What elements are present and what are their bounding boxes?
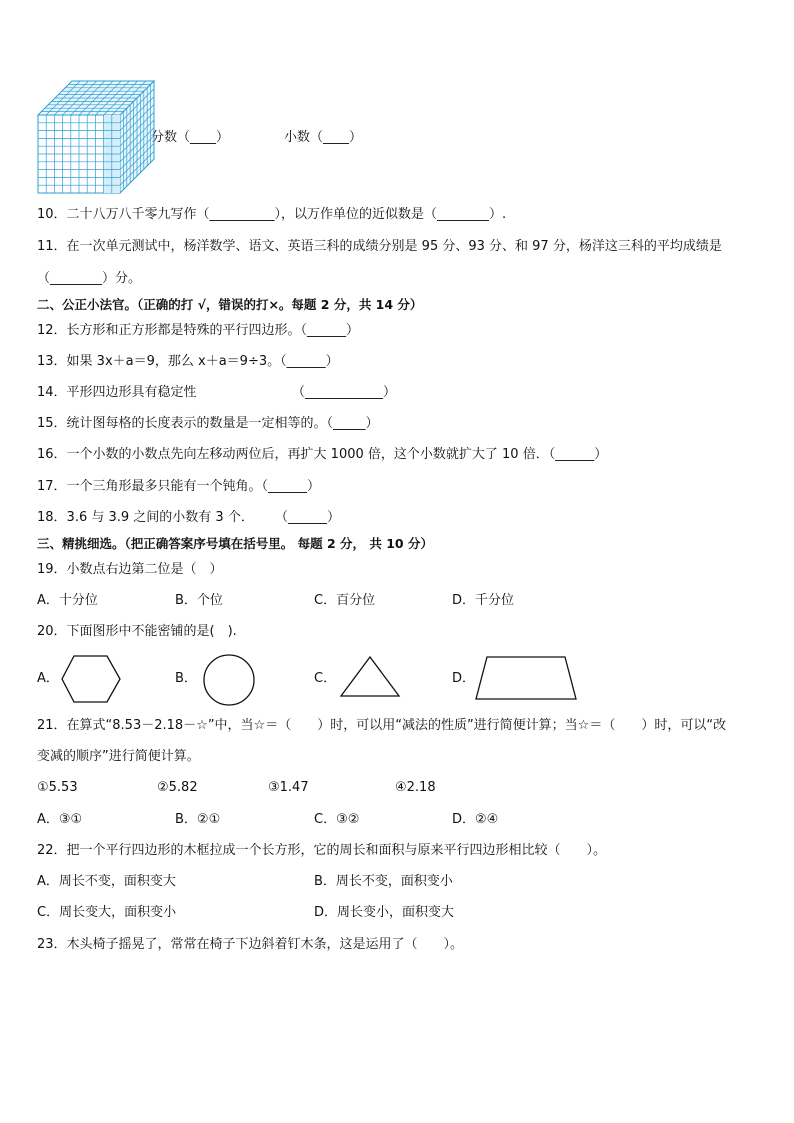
question-18-blank: （______） xyxy=(275,510,341,525)
q21-choice-1: ①5.53 xyxy=(37,780,78,795)
q21-option-d: D．②④ xyxy=(452,812,499,827)
q21-option-b: B．②① xyxy=(175,812,221,827)
cube-grid-figure xyxy=(36,79,156,197)
question-11-line2: （________）分。 xyxy=(37,271,142,286)
q19-option-d: D．千分位 xyxy=(452,593,515,608)
question-22: 22．把一个平行四边形的木框拉成一个长方形，它的周长和面积与原来平行四边形相比较（ ）。 xyxy=(37,843,607,858)
question-12: 12．长方形和正方形都是特殊的平行四边形。（______） xyxy=(37,323,360,338)
section-2-heading: 二、公正小法官。（正确的打 √，错误的打×。每题 2 分，共 14 分） xyxy=(37,297,423,312)
question-19: 19．小数点右边第二位是（ ） xyxy=(37,562,223,577)
q22-option-b: B．周长不变，面积变小 xyxy=(314,874,453,889)
q22-option-c: C．周长变大，面积变小 xyxy=(37,905,177,920)
section-3-heading: 三、精挑细选。（把正确答案序号填在括号里。 每题 2 分， 共 10 分） xyxy=(37,536,433,551)
question-20: 20．下面图形中不能密铺的是( ). xyxy=(37,624,237,639)
q21-choice-3: ③1.47 xyxy=(268,780,309,795)
question-18: 18．3.6 与 3.9 之间的小数有 3 个． xyxy=(37,510,254,525)
q20-option-c: C． xyxy=(314,671,337,686)
hexagon-shape xyxy=(60,654,122,704)
q9-fraction-label: 分数（____） xyxy=(151,130,230,145)
question-23: 23．木头椅子摇晃了，常常在椅子下边斜着钉木条，这是运用了（ ）。 xyxy=(37,937,464,952)
q21-option-c: C．③② xyxy=(314,812,360,827)
q21-choice-4: ④2.18 xyxy=(395,780,436,795)
q19-option-b: B．个位 xyxy=(175,593,223,608)
question-14-blank: （____________） xyxy=(292,385,397,400)
q19-option-a: A．十分位 xyxy=(37,593,98,608)
triangle-shape xyxy=(338,655,402,699)
q20-option-d: D． xyxy=(452,671,476,686)
question-10: 10．二十八万八千零九写作（__________），以万作单位的近似数是（________）. xyxy=(37,207,507,222)
q20-option-b: B． xyxy=(175,671,197,686)
circle-shape xyxy=(202,653,256,707)
question-17: 17．一个三角形最多只能有一个钝角。（______） xyxy=(37,479,321,494)
question-21-line1: 21．在算式“8.53－2.18－☆”中，当☆＝（ ）时，可以用“减法的性质”进行简便计算；当☆＝（ ）时，可以“改 xyxy=(37,718,727,733)
q19-option-c: C．百分位 xyxy=(314,593,376,608)
trapezoid-shape xyxy=(474,653,580,703)
q21-option-a: A．③① xyxy=(37,812,83,827)
question-13: 13．如果 3x＋a＝9，那么 x＋a＝9÷3。（______） xyxy=(37,354,339,369)
q9-decimal-label: 小数（____） xyxy=(284,130,363,145)
question-14: 14．平形四边形具有稳定性 xyxy=(37,385,197,400)
q20-option-a: A． xyxy=(37,671,59,686)
question-11-line1: 11．在一次单元测试中，杨洋数学、语文、英语三科的成绩分别是 95 分、93 分、和 97 分，杨洋这三科的平均成绩是 xyxy=(37,239,722,254)
q22-option-a: A．周长不变，面积变大 xyxy=(37,874,176,889)
question-21-line2: 变减的顺序”进行简便计算。 xyxy=(37,749,200,764)
question-15: 15．统计图每格的长度表示的数量是一定相等的。（_____） xyxy=(37,416,379,431)
q22-option-d: D．周长变小，面积变大 xyxy=(314,905,455,920)
question-16: 16．一个小数的小数点先向左移动两位后，再扩大 1000 倍，这个小数就扩大了 10 倍．（______） xyxy=(37,447,608,462)
q21-choice-2: ②5.82 xyxy=(157,780,198,795)
